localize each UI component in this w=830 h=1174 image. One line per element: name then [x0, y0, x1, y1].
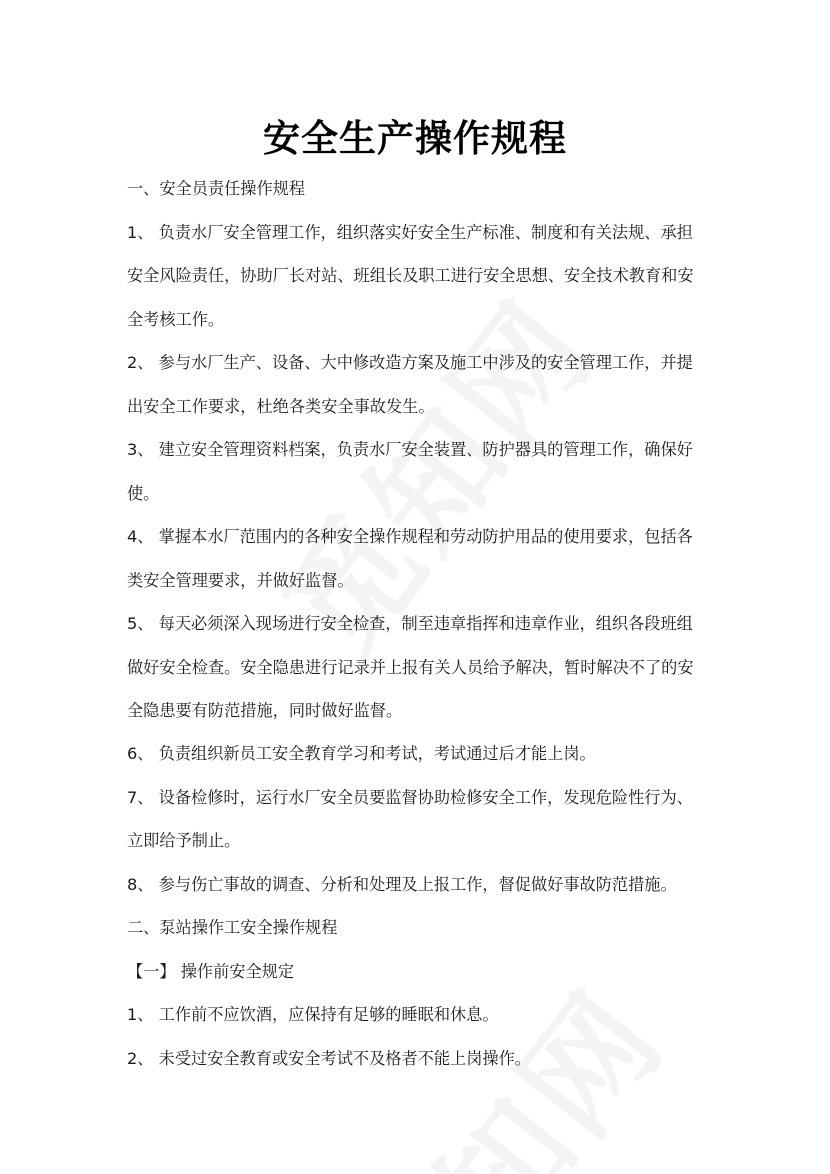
section-heading-2: 二、泵站操作工安全操作规程 [127, 918, 338, 937]
paragraph-line: 7、 设备检修时，运行水厂安全员要监督协助检修安全工作，发现危险性行为、 [127, 788, 693, 807]
paragraph-line: 出安全工作要求，杜绝各类安全事故发生。 [127, 397, 435, 416]
paragraph-line: 1、 工作前不应饮酒，应保持有足够的睡眠和休息。 [127, 1005, 499, 1024]
section-heading-1: 一、安全员责任操作规程 [127, 179, 306, 198]
document-title: 安全生产操作规程 [263, 117, 567, 160]
paragraph-line: 8、 参与伤亡事故的调查、分析和处理及上报工作，督促做好事故防范措施。 [127, 875, 677, 894]
paragraph-line: 3、 建立安全管理资料档案，负责水厂安全装置、防护器具的管理工作，确保好 [127, 440, 693, 459]
paragraph-line: 立即给予制止。 [127, 831, 241, 850]
subsection-heading: 【一】 操作前安全规定 [127, 962, 295, 981]
paragraph-line: 1、 负责水厂安全管理工作，组织落实好安全生产标准、制度和有关法规、承担 [127, 223, 693, 242]
paragraph-line: 安全风险责任，协助厂长对站、班组长及职工进行安全思想、安全技术教育和安 [127, 266, 694, 285]
paragraph-line: 类安全管理要求，并做好监督。 [127, 571, 354, 590]
paragraph-line: 使。 [127, 484, 160, 503]
paragraph-line: 全隐患要有防范措施，同时做好监督。 [127, 701, 403, 720]
paragraph-line: 2、 未受过安全教育或安全考试不及格者不能上岗操作。 [127, 1049, 531, 1068]
paragraph-line: 2、 参与水厂生产、设备、大中修改造方案及施工中涉及的安全管理工作，并提 [127, 353, 693, 372]
paragraph-line: 全考核工作。 [127, 310, 225, 329]
paragraph-line: 5、 每天必须深入现场进行安全检查，制至违章指挥和违章作业，组织各段班组 [127, 614, 693, 633]
paragraph-line: 4、 掌握本水厂范围内的各种安全操作规程和劳动防护用品的使用要求，包括各 [127, 527, 693, 546]
paragraph-line: 做好安全检查。安全隐患进行记录并上报有关人员给予解决，暂时解决不了的安 [127, 658, 694, 677]
paragraph-line: 6、 负责组织新员工安全教育学习和考试，考试通过后才能上岗。 [127, 744, 596, 763]
